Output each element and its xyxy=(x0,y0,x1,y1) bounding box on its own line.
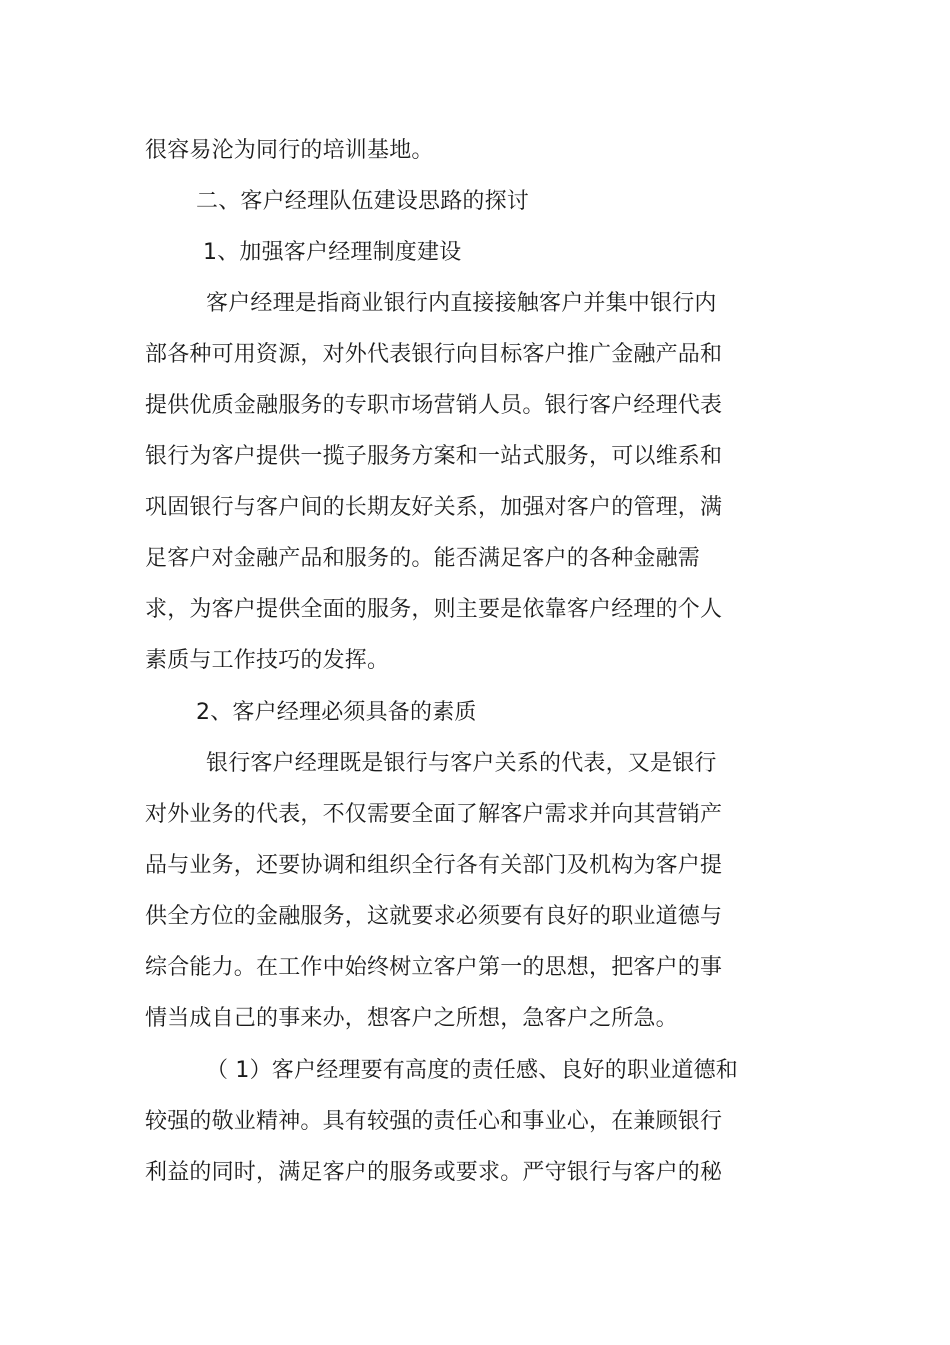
paragraph-line: 银行为客户提供一揽子服务方案和一站式服务，可以维系和 xyxy=(145,444,723,469)
paragraph-line: 综合能力。在工作中始终树立客户第一的思想，把客户的事 xyxy=(145,955,723,980)
paragraph-line: 部各种可用资源，对外代表银行向目标客户推广金融产品和 xyxy=(145,342,723,367)
list-item-line: 较强的敬业精神。具有较强的责任心和事业心，在兼顾银行 xyxy=(145,1109,723,1134)
subsection-heading-2: 2、客户经理必须具备的素质 xyxy=(196,700,477,725)
paragraph-line: 情当成自己的事来办，想客户之所想，急客户之所急。 xyxy=(145,1006,678,1031)
paragraph-line: 提供优质金融服务的专职市场营销人员。银行客户经理代表 xyxy=(145,393,723,418)
paragraph-line: 客户经理是指商业银行内直接接触客户并集中银行内 xyxy=(206,291,717,316)
subsection-heading-1: 1、加强客户经理制度建设 xyxy=(203,240,462,265)
paragraph-line: 求，为客户提供全面的服务，则主要是依靠客户经理的个人 xyxy=(145,597,723,622)
section-heading: 二、客户经理队伍建设思路的探讨 xyxy=(196,189,530,214)
list-item-line: （ 1）客户经理要有高度的责任感、良好的职业道德和 xyxy=(206,1058,738,1083)
paragraph-line: 对外业务的代表，不仅需要全面了解客户需求并向其营销产 xyxy=(145,802,723,827)
paragraph-line: 供全方位的金融服务，这就要求必须要有良好的职业道德与 xyxy=(145,904,723,929)
text-line-continuation: 很容易沦为同行的培训基地。 xyxy=(145,138,434,163)
paragraph-line: 巩固银行与客户间的长期友好关系，加强对客户的管理，满 xyxy=(145,495,723,520)
list-item-line: 利益的同时，满足客户的服务或要求。严守银行与客户的秘 xyxy=(145,1160,723,1185)
paragraph-line: 素质与工作技巧的发挥。 xyxy=(145,648,390,673)
paragraph-line: 银行客户经理既是银行与客户关系的代表，又是银行 xyxy=(206,751,717,776)
paragraph-line: 品与业务，还要协调和组织全行各有关部门及机构为客户提 xyxy=(145,853,723,878)
paragraph-line: 足客户对金融产品和服务的。能否满足客户的各种金融需 xyxy=(145,546,701,571)
